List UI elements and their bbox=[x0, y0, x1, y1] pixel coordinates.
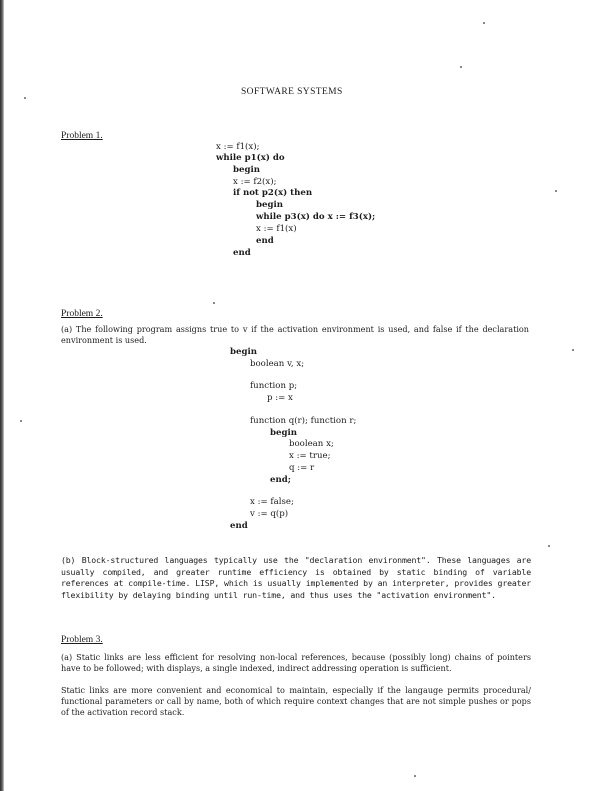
code-line: x := f1(x) bbox=[256, 224, 297, 234]
scan-speck bbox=[548, 545, 550, 547]
code-line: v := q(p) bbox=[250, 509, 289, 519]
problem-3-part-a-continued: Static links are more convenient and economical to maintain, especially if the langauge permits procedural/ functional parameters or call by name, both of which require context changes that are not simple pushes or pops of the activation record stack. bbox=[61, 685, 531, 717]
scan-speck bbox=[460, 66, 462, 68]
code-line: x := true; bbox=[289, 451, 331, 461]
code-line: begin bbox=[270, 428, 297, 438]
code-line: if not p2(x) then bbox=[233, 188, 313, 198]
code-line: x := f1(x); bbox=[216, 142, 260, 152]
scan-speck bbox=[483, 22, 485, 24]
code-line: while p1(x) do bbox=[216, 153, 285, 163]
scan-edge bbox=[0, 0, 4, 791]
code-line: x := false; bbox=[250, 497, 294, 507]
page-title: SOFTWARE SYSTEMS bbox=[241, 87, 343, 97]
code-line: function q(r); function r; bbox=[250, 416, 357, 426]
problem-2-heading: Problem 2. bbox=[61, 309, 103, 319]
scan-speck bbox=[414, 775, 416, 777]
problem-3-part-a: (a) Static links are less efficient for resolving non-local references, because (possibly long) chains of pointers have to be followed; with displays, a single indexed, indirect addressing operation is sufficient. bbox=[61, 652, 531, 673]
code-line: end bbox=[233, 248, 251, 258]
code-line: begin bbox=[233, 165, 260, 175]
scan-speck bbox=[20, 420, 22, 422]
problem-1-heading: Problem 1. bbox=[61, 131, 103, 141]
code-line: end bbox=[256, 236, 274, 246]
code-line: boolean v, x; bbox=[250, 359, 305, 369]
code-line: function p; bbox=[250, 381, 298, 391]
scan-speck bbox=[555, 190, 557, 192]
code-line: boolean x; bbox=[289, 439, 334, 449]
code-line: while p3(x) do x := f3(x); bbox=[256, 212, 376, 222]
code-line: p := x bbox=[267, 393, 293, 403]
code-line: x := f2(x); bbox=[233, 177, 277, 187]
scan-speck bbox=[24, 97, 26, 99]
code-line: begin bbox=[230, 347, 257, 357]
code-line: q := r bbox=[289, 463, 315, 473]
problem-3-heading: Problem 3. bbox=[61, 635, 103, 645]
problem-2-part-b: (b) Block-structured languages typically use the "declaration environment". These languages are usually compiled, and greater runtime efficiency is obtained by static binding of variable references at compile-time. LISP, which is usually implemented by an interpreter, provides greater flexibility by delaying binding until run-time, and thus uses the "activation environment". bbox=[61, 555, 531, 600]
problem-2-part-a: (a) The following program assigns true to v if the activation environment is used, and false if the declaration environment is used. bbox=[61, 324, 529, 345]
scan-speck bbox=[213, 302, 215, 304]
scan-speck bbox=[572, 349, 574, 351]
code-line: end; bbox=[270, 475, 291, 485]
code-line: begin bbox=[256, 200, 283, 210]
code-line: end bbox=[230, 521, 248, 531]
